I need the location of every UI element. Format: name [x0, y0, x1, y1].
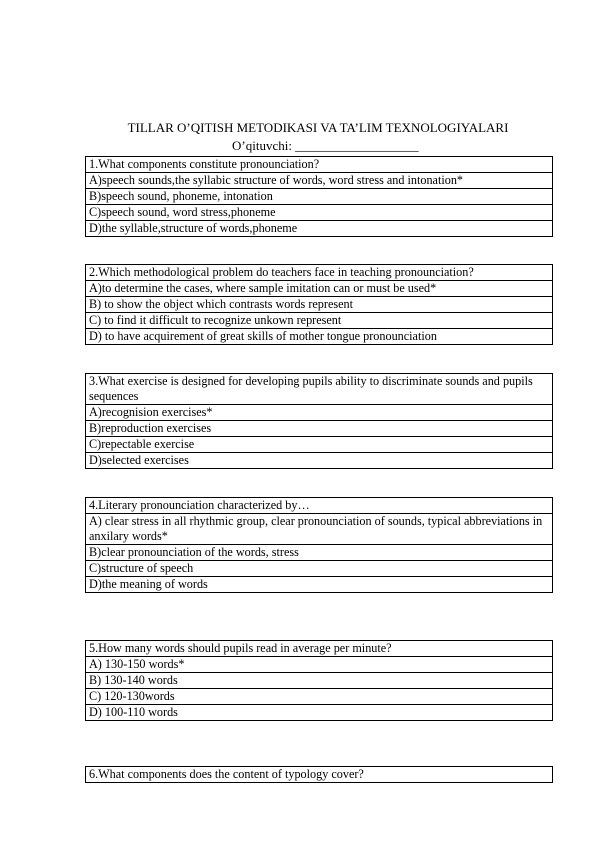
- option-row: [86, 545, 553, 561]
- question-row: [86, 374, 553, 405]
- option-row: [86, 514, 553, 545]
- option-d: D) to have acquirement of great skills of mother tongue pronounciation: [86, 329, 553, 345]
- option-b: B) 130-140 words: [86, 673, 553, 689]
- question-table-5: [85, 640, 553, 721]
- question-table-1: [85, 156, 553, 237]
- question-text: 3.What exercise is designed for developing pupils ability to discriminate sounds and pupils sequences: [86, 374, 553, 405]
- option-b: B)clear pronounciation of the words, stress: [86, 545, 553, 561]
- option-c: C) 120-130words: [86, 689, 553, 705]
- option-c: C)structure of speech: [86, 561, 553, 577]
- option-row: [86, 405, 553, 421]
- option-row: [86, 297, 553, 313]
- question-text: 2.Which methodological problem do teachers face in teaching pronounciation?: [86, 265, 553, 281]
- option-b: B) to show the object which contrasts words represent: [86, 297, 553, 313]
- option-b: B)speech sound, phoneme, intonation: [86, 189, 553, 205]
- option-row: [86, 189, 553, 205]
- option-row: [86, 577, 553, 593]
- question-row: [86, 641, 553, 657]
- question-table-6: [85, 766, 553, 783]
- question-table-4: [85, 497, 553, 593]
- option-row: [86, 329, 553, 345]
- question-row: [86, 498, 553, 514]
- question-row: [86, 767, 553, 783]
- option-d: D)selected exercises: [86, 453, 553, 469]
- option-d: D) 100-110 words: [86, 705, 553, 721]
- question-table-3: [85, 373, 553, 469]
- option-row: [86, 705, 553, 721]
- option-row: [86, 421, 553, 437]
- option-d: D)the syllable,structure of words,phoneme: [86, 221, 553, 237]
- question-text: 5.How many words should pupils read in average per minute?: [86, 641, 553, 657]
- option-row: [86, 281, 553, 297]
- option-c: C)repectable exercise: [86, 437, 553, 453]
- option-c: C)speech sound, word stress,phoneme: [86, 205, 553, 221]
- option-row: [86, 657, 553, 673]
- option-a: A)recognision exercises*: [86, 405, 553, 421]
- option-a: A)speech sounds,the syllabic structure of words, word stress and intonation*: [86, 173, 553, 189]
- question-text: 6.What components does the content of typology cover?: [86, 767, 553, 783]
- option-row: [86, 561, 553, 577]
- option-row: [86, 173, 553, 189]
- option-a: A)to determine the cases, where sample imitation can or must be used*: [86, 281, 553, 297]
- option-row: [86, 313, 553, 329]
- option-c: C) to find it difficult to recognize unkown represent: [86, 313, 553, 329]
- document-title: TILLAR O’QITISH METODIKASI VA TA’LIM TEXNOLOGIYALARI: [127, 120, 509, 135]
- question-row: [86, 265, 553, 281]
- option-row: [86, 689, 553, 705]
- option-row: [86, 221, 553, 237]
- option-a: A) clear stress in all rhythmic group, clear pronounciation of sounds, typical abbreviations in anxilary words*: [86, 514, 553, 545]
- option-a: A) 130-150 words*: [86, 657, 553, 673]
- question-table-2: [85, 264, 553, 345]
- option-row: [86, 205, 553, 221]
- option-row: [86, 673, 553, 689]
- teacher-line: O’qituvchi: ___________________: [232, 138, 419, 153]
- question-text: 1.What components constitute pronounciation?: [86, 157, 553, 173]
- option-row: [86, 437, 553, 453]
- question-row: [86, 157, 553, 173]
- option-b: B)reproduction exercises: [86, 421, 553, 437]
- question-text: 4.Literary pronounciation characterized by…: [86, 498, 553, 514]
- option-d: D)the meaning of words: [86, 577, 553, 593]
- option-row: [86, 453, 553, 469]
